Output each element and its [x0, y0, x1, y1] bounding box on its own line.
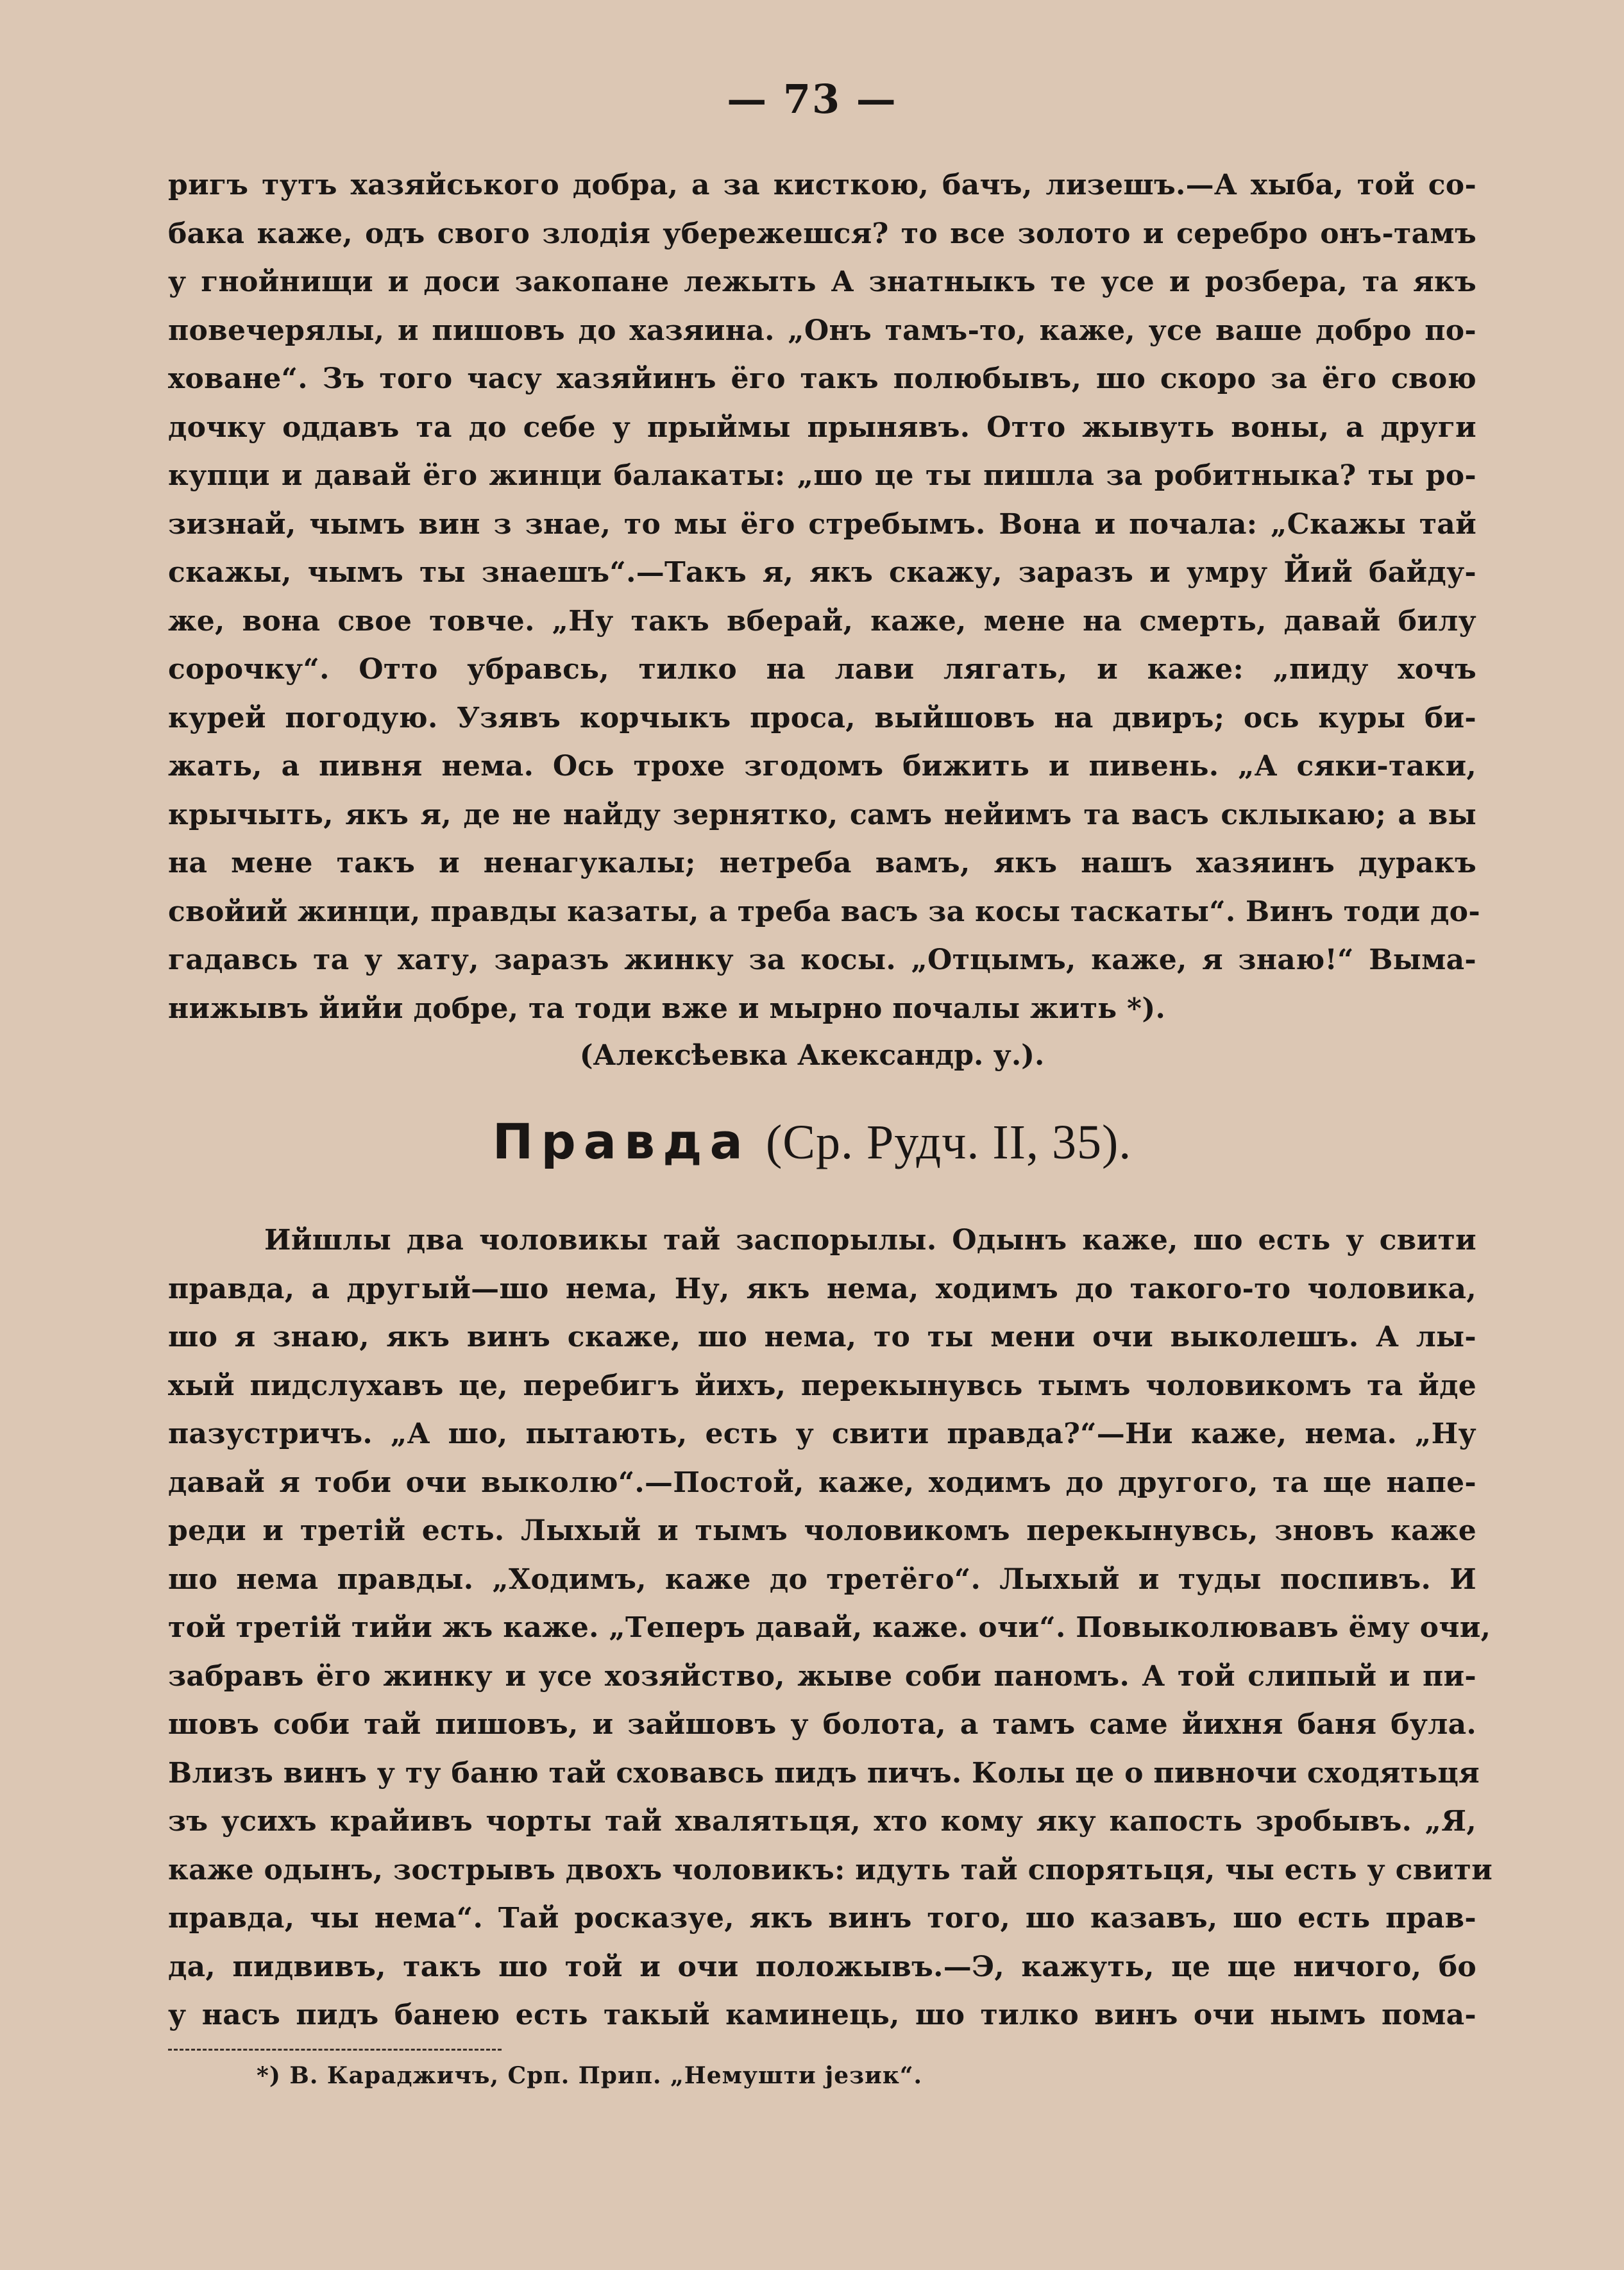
text-line: правда, чы нема“. Тай росказуе, якъ винъ того, шо казавъ, шо есть прав-	[168, 1902, 1476, 1935]
text-line: реди и третій есть. Лыхый и тымъ чоловикомъ перекынувсь, зновъ каже	[168, 1514, 1476, 1547]
text-line: у гнойнищи и доси закопане лежыть А знатныкъ те усе и розбера, та якъ	[168, 266, 1476, 298]
text-line: шовъ соби тай пишовъ, и зайшовъ у болота, а тамъ саме йихня баня була.	[168, 1708, 1476, 1741]
story-title-source: (Ср. Рудч. II, 35).	[765, 1115, 1132, 1169]
text-line: давай я тоби очи выколю“.—Постой, каже, ходимъ до другого, та ще напе-	[168, 1466, 1476, 1499]
text-line: шо нема правды. „Ходимъ, каже до третёго“. Лыхый и туды поспивъ. И	[168, 1563, 1476, 1596]
text-line: каже одынъ, зострывъ двохъ чоловикъ: идуть тай спорятьця, чы есть у свити	[168, 1853, 1493, 1886]
text-line: той третій тийи жъ каже. „Теперъ давай, каже. очи“. Повыколювавъ ёму очи,	[168, 1611, 1491, 1644]
text-line: нижывъ йийи добре, та тоди вже и мырно почалы жить *).	[168, 992, 1166, 1025]
text-line: же, вона свое товче. „Ну такъ вберай, каже, мене на смерть, давай билу	[168, 604, 1476, 638]
story-title	[0, 1103, 1624, 1181]
text-line: Ийшлы два чоловикы тай заспорылы. Одынъ каже, шо есть у свити	[264, 1224, 1476, 1257]
text-line: свойий жинци, правды казаты, а треба васъ за косы тaскаты“. Винъ тоди до-	[168, 895, 1480, 928]
footnote: *) В. Караджичъ, Срп. Прип. „Немушти језик“.	[257, 2062, 923, 2089]
story-pravda-text	[168, 1216, 1493, 2040]
footnote-divider	[168, 2049, 502, 2051]
story-end-text	[168, 161, 1480, 1033]
text-line: хый пидслухавъ це, перебигъ йихъ, перекынувсь тымъ чоловикомъ та йде	[168, 1369, 1476, 1402]
text-line: курей погодую. Узявъ корчыкъ проса, выйшовъ на двиръ; ось куры би-	[168, 701, 1476, 734]
text-line: забравъ ёго жинку и усе хозяйство, жыве соби паномъ. А той слипый и пи-	[168, 1659, 1476, 1693]
text-line: скажы, чымъ ты знаешъ“.—Такъ я, якъ скажу, заразъ и умру Йий байду-	[168, 556, 1476, 589]
text-line: крычыть, якъ я, де не найду зернятко, самъ нейимъ та васъ склыкаю; а вы	[168, 798, 1476, 831]
text-line: дочку оддавъ та до себе у прыймы прынявъ. Отто жывуть воны, а други	[168, 411, 1476, 444]
text-line: шо я знаю, якъ винъ скаже, шо нема, то ты мени очи выколешъ. А лы-	[168, 1321, 1476, 1353]
text-line: жать, а пивня нема. Ось трохе згодомъ бижить и пивень. „А сяки-таки,	[168, 750, 1476, 783]
page-number: — 73 —	[727, 76, 897, 123]
text-line: ригъ тутъ хазяйського добра, а за кисткою, бачъ, лизешъ.—А хыба, той со-	[168, 169, 1476, 201]
text-line: на мене такъ и ненагукалы; нетреба вамъ, якъ нашъ хазяинъ дуракъ	[168, 847, 1476, 879]
text-line: повечерялы, и пишовъ до хазяина. „Онъ тамъ-то, каже, усе ваше добро по-	[168, 314, 1476, 347]
story-title-main: Правда	[492, 1113, 750, 1170]
text-line: зъ усихъ крайивъ чорты тай хвалятьця, хто кому яку капость зробывъ. „Я,	[168, 1805, 1476, 1838]
text-line: Влизъ винъ у ту баню тай сховавсь пидъ пичъ. Колы це о пивночи сходятьця	[168, 1756, 1480, 1790]
text-line: зизнай, чымъ вин з знае, то мы ёго стребымъ. Вона и почала: „Скажы тай	[168, 507, 1476, 541]
text-line: купци и давай ёго жинци балакаты: „шо це ты пишла за робитныка? ты ро-	[168, 459, 1476, 492]
text-line: правда, а другый—шо нема, Ну, якъ нема, ходимъ до такого-то чоловика,	[168, 1272, 1476, 1305]
text-line: ховане“. Зъ того часу хазяйинъ ёго такъ полюбывъ, шо скоро за ёго свою	[168, 362, 1476, 395]
text-line: бака каже, одъ свого злодія убережешся? то все золото и серебро онъ-тамъ	[168, 217, 1476, 250]
text-line: да, пидвивъ, такъ шо той и очи положывъ.—Э, кажуть, це ще ничого, бо	[168, 1950, 1476, 1983]
story-location: (Алексѣевка Акександр. у.).	[579, 1039, 1045, 1072]
text-line: гадавсь та у хату, заразъ жинку за косы. „Отцымъ, каже, я знаю!“ Выма-	[168, 944, 1476, 976]
text-line: у насъ пидъ банею есть такый каминець, шо тилко винъ очи нымъ пома-	[168, 1999, 1476, 2031]
text-line: пазустричъ. „А шо, пытають, есть у свити правда?“—Ни каже, нема. „Ну	[168, 1418, 1476, 1450]
text-line: сорочку“. Отто убравсь, тилко на лави лягать, и каже: „пиду хочъ	[168, 653, 1476, 686]
